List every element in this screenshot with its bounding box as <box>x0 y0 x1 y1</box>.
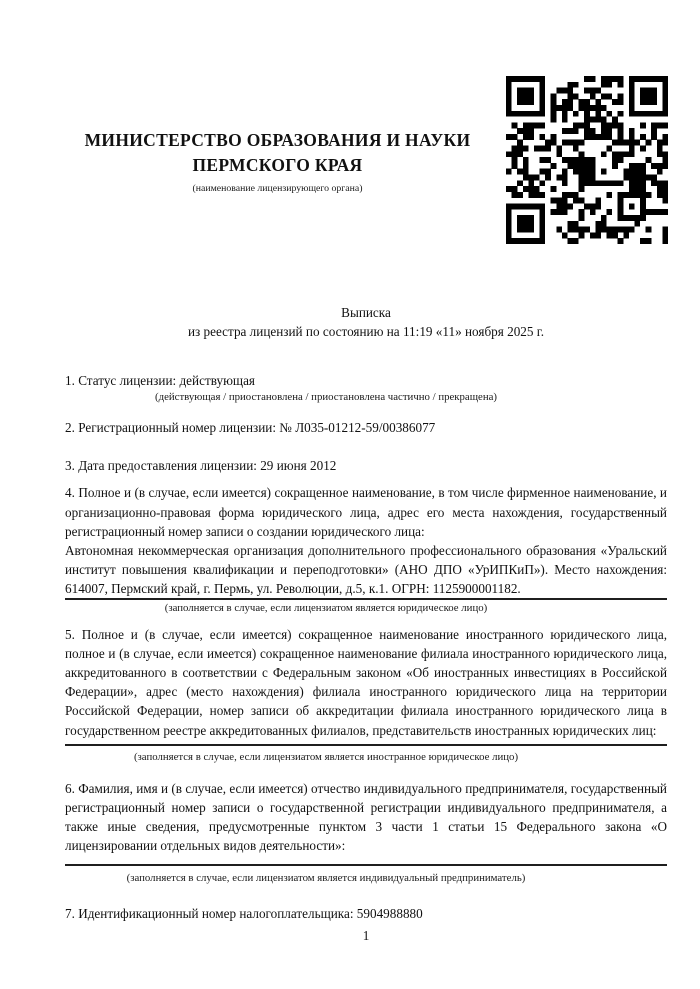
document-title-line2: из реестра лицензий по состоянию на 11:19 «11» ноября 2025 г. <box>187 324 545 340</box>
document-title-line1: Выписка <box>341 305 391 320</box>
field-taxpayer-id: 7. Идентификационный номер налогоплательщика: 5904988880 <box>65 905 423 921</box>
field-legal-entity-caption: (заполняется в случае, если лицензиатом является юридическое лицо) <box>164 602 488 615</box>
letterhead <box>65 128 490 195</box>
field-registration-number: 2. Регистрационный номер лицензии: № Л035-01212-59/00386077 <box>65 420 436 436</box>
field-individual-entrepreneur-blank-line <box>65 864 667 866</box>
field-legal-entity-intro: 4. Полное и (в случае, если имеется) сокращенное наименование, в том числе фирменное наименование, и организационно-правовая форма юридического лица, адрес его места нахождения, государственный регистрационный номер записи о создании юридического лица: <box>65 485 667 539</box>
field-individual-entrepreneur-text: 6. Фамилия, имя и (в случае, если имеется) отчество индивидуального предпринимателя, государственный регистрационный номер записи о государственной регистрации индивидуального предпринимателя, а также иные сведения, предусмотренные пунктом 3 части 1 статьи 15 Федерального закона «О лицензировании отдельных видов деятельности»: <box>65 780 667 853</box>
licensing-authority-name-line1: МИНИСТЕРСТВО ОБРАЗОВАНИЯ И НАУКИ <box>84 130 471 150</box>
qr-code-icon <box>506 76 668 244</box>
field-license-grant-date: 3. Дата предоставления лицензии: 29 июня 2012 <box>65 458 337 474</box>
page-number: 1 <box>362 928 370 943</box>
field-foreign-entity-caption: (заполняется в случае, если лицензиатом является иностранное юридическое лицо) <box>133 750 519 763</box>
licensing-authority-caption: (наименование лицензирующего органа) <box>192 183 363 194</box>
document-title <box>65 303 667 341</box>
field-legal-entity-value: Автономная некоммерческая организация дополнительного профессионального образования «Уральский институт повышения квалификации и переподготовки» (АНО ДПО «УрИПКиП»). Место нахождения: 614007, Пермский край, г. Пермь, ул. Революции, д.5, к.1. ОГРН: 1125900001182. <box>65 541 667 600</box>
field-license-status-caption: (действующая / приостановлена / приостановлена частично / прекращена) <box>155 391 497 404</box>
field-license-status: 1. Статус лицензии: действующая <box>65 373 256 389</box>
document-body <box>65 303 667 923</box>
field-foreign-entity-text: 5. Полное и (в случае, если имеется) сокращенное наименование иностранного юридического лица, полное и (в случае, если имеется) сокращенное наименование филиала иностранного юридического лица, аккредитованного в соответствии с Федеральным законом «Об иностранных инвестициях в Российской Федерации», адрес (место нахождения) филиала иностранного юридического лица на территории Российской Федерации, номер записи об аккредитации филиала иностранного юридического лица в государственном реестре аккредитованных филиалов, представительств иностранных юридических лиц: <box>65 627 667 738</box>
field-individual-entrepreneur-caption: (заполняется в случае, если лицензиатом является индивидуальный предприниматель) <box>126 871 526 884</box>
field-foreign-entity-blank-line <box>65 744 667 746</box>
licensing-authority-name-line2: ПЕРМСКОГО КРАЯ <box>192 155 363 175</box>
